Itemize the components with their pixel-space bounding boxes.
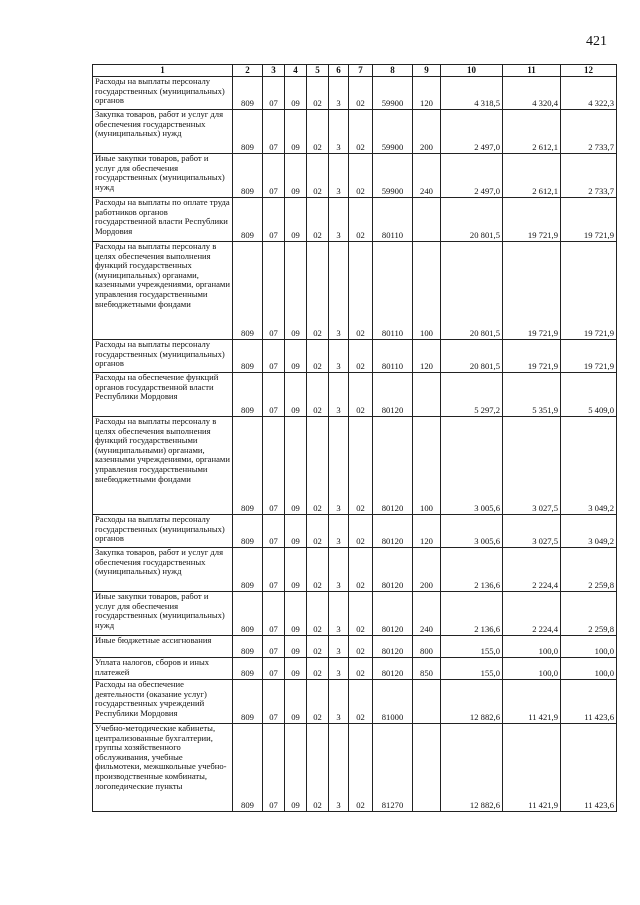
cell-col-2: 809 bbox=[233, 658, 263, 680]
cell-col-2: 809 bbox=[233, 198, 263, 242]
cell-col-4: 09 bbox=[285, 242, 307, 340]
cell-col-12: 3 049,2 bbox=[561, 515, 617, 548]
cell-col-4: 09 bbox=[285, 154, 307, 198]
cell-col-3: 07 bbox=[263, 636, 285, 658]
cell-col-12: 100,0 bbox=[561, 636, 617, 658]
cell-col-10: 4 318,5 bbox=[441, 77, 503, 110]
column-header-5: 5 bbox=[307, 65, 329, 77]
cell-col-12: 2 259,8 bbox=[561, 548, 617, 592]
cell-col-5: 02 bbox=[307, 636, 329, 658]
cell-col-11: 2 224,4 bbox=[503, 592, 561, 636]
cell-col-6: 3 bbox=[329, 77, 349, 110]
cell-col-5: 02 bbox=[307, 592, 329, 636]
cell-col-9 bbox=[413, 680, 441, 724]
cell-col-2: 809 bbox=[233, 373, 263, 417]
cell-col-5: 02 bbox=[307, 340, 329, 373]
cell-col-2: 809 bbox=[233, 680, 263, 724]
cell-col-11: 2 224,4 bbox=[503, 548, 561, 592]
cell-col-9: 800 bbox=[413, 636, 441, 658]
cell-col-10: 12 882,6 bbox=[441, 724, 503, 812]
column-header-2: 2 bbox=[233, 65, 263, 77]
cell-col-3: 07 bbox=[263, 110, 285, 154]
cell-col-3: 07 bbox=[263, 373, 285, 417]
row-name-cell: Закупка товаров, работ и услуг для обеспечения государственных (муниципальных) нужд bbox=[93, 548, 233, 592]
cell-col-6: 3 bbox=[329, 242, 349, 340]
cell-col-5: 02 bbox=[307, 154, 329, 198]
cell-col-10: 2 136,6 bbox=[441, 592, 503, 636]
row-name-cell: Иные закупки товаров, работ и услуг для обеспечения государственных (муниципальных) нужд bbox=[93, 154, 233, 198]
cell-col-4: 09 bbox=[285, 110, 307, 154]
cell-col-2: 809 bbox=[233, 242, 263, 340]
table-row bbox=[93, 658, 617, 680]
cell-col-8: 80110 bbox=[373, 198, 413, 242]
cell-col-2: 809 bbox=[233, 77, 263, 110]
cell-col-11: 2 612,1 bbox=[503, 110, 561, 154]
cell-col-4: 09 bbox=[285, 340, 307, 373]
cell-col-4: 09 bbox=[285, 636, 307, 658]
table-row bbox=[93, 340, 617, 373]
column-header-1: 1 bbox=[93, 65, 233, 77]
cell-col-12: 11 423,6 bbox=[561, 724, 617, 812]
cell-col-8: 80120 bbox=[373, 417, 413, 515]
cell-col-11: 5 351,9 bbox=[503, 373, 561, 417]
column-header-6: 6 bbox=[329, 65, 349, 77]
cell-col-5: 02 bbox=[307, 198, 329, 242]
cell-col-5: 02 bbox=[307, 724, 329, 812]
cell-col-7: 02 bbox=[349, 636, 373, 658]
cell-col-4: 09 bbox=[285, 548, 307, 592]
table-row bbox=[93, 417, 617, 515]
cell-col-8: 80120 bbox=[373, 592, 413, 636]
cell-col-7: 02 bbox=[349, 548, 373, 592]
cell-col-3: 07 bbox=[263, 77, 285, 110]
cell-col-9 bbox=[413, 724, 441, 812]
cell-col-4: 09 bbox=[285, 592, 307, 636]
cell-col-10: 20 801,5 bbox=[441, 340, 503, 373]
cell-col-10: 2 497,0 bbox=[441, 154, 503, 198]
cell-col-8: 81000 bbox=[373, 680, 413, 724]
cell-col-6: 3 bbox=[329, 636, 349, 658]
cell-col-12: 19 721,9 bbox=[561, 198, 617, 242]
table-row bbox=[93, 242, 617, 340]
table-row bbox=[93, 592, 617, 636]
cell-col-2: 809 bbox=[233, 592, 263, 636]
cell-col-7: 02 bbox=[349, 198, 373, 242]
cell-col-8: 59900 bbox=[373, 154, 413, 198]
row-name-cell: Расходы на выплаты персоналу государственных (муниципальных) органов bbox=[93, 340, 233, 373]
cell-col-10: 20 801,5 bbox=[441, 198, 503, 242]
cell-col-9: 120 bbox=[413, 515, 441, 548]
cell-col-8: 59900 bbox=[373, 110, 413, 154]
cell-col-12: 5 409,0 bbox=[561, 373, 617, 417]
column-header-3: 3 bbox=[263, 65, 285, 77]
cell-col-4: 09 bbox=[285, 515, 307, 548]
cell-col-10: 3 005,6 bbox=[441, 417, 503, 515]
cell-col-11: 11 421,9 bbox=[503, 680, 561, 724]
table-row bbox=[93, 515, 617, 548]
cell-col-8: 80120 bbox=[373, 373, 413, 417]
table-row bbox=[93, 77, 617, 110]
cell-col-5: 02 bbox=[307, 110, 329, 154]
cell-col-3: 07 bbox=[263, 340, 285, 373]
cell-col-6: 3 bbox=[329, 110, 349, 154]
cell-col-10: 2 497,0 bbox=[441, 110, 503, 154]
cell-col-6: 3 bbox=[329, 592, 349, 636]
cell-col-7: 02 bbox=[349, 515, 373, 548]
cell-col-7: 02 bbox=[349, 724, 373, 812]
cell-col-6: 3 bbox=[329, 548, 349, 592]
cell-col-5: 02 bbox=[307, 658, 329, 680]
cell-col-12: 2 259,8 bbox=[561, 592, 617, 636]
cell-col-6: 3 bbox=[329, 724, 349, 812]
cell-col-9: 100 bbox=[413, 242, 441, 340]
cell-col-12: 100,0 bbox=[561, 658, 617, 680]
cell-col-8: 80120 bbox=[373, 515, 413, 548]
cell-col-12: 4 322,3 bbox=[561, 77, 617, 110]
cell-col-5: 02 bbox=[307, 680, 329, 724]
cell-col-12: 19 721,9 bbox=[561, 340, 617, 373]
cell-col-7: 02 bbox=[349, 373, 373, 417]
cell-col-4: 09 bbox=[285, 417, 307, 515]
cell-col-2: 809 bbox=[233, 636, 263, 658]
cell-col-12: 19 721,9 bbox=[561, 242, 617, 340]
cell-col-9: 120 bbox=[413, 340, 441, 373]
table-row bbox=[93, 373, 617, 417]
cell-col-3: 07 bbox=[263, 658, 285, 680]
cell-col-2: 809 bbox=[233, 515, 263, 548]
cell-col-6: 3 bbox=[329, 658, 349, 680]
cell-col-5: 02 bbox=[307, 548, 329, 592]
table-body bbox=[93, 77, 617, 812]
row-name-cell: Расходы на выплаты персоналу в целях обеспечения выполнения функций государственными (муниципальными) органами, казенными учреждениями, органами управления государственными внебюджетными фондами bbox=[93, 417, 233, 515]
cell-col-10: 3 005,6 bbox=[441, 515, 503, 548]
cell-col-2: 809 bbox=[233, 110, 263, 154]
cell-col-2: 809 bbox=[233, 340, 263, 373]
cell-col-9: 850 bbox=[413, 658, 441, 680]
cell-col-9 bbox=[413, 373, 441, 417]
cell-col-7: 02 bbox=[349, 110, 373, 154]
column-header-12: 12 bbox=[561, 65, 617, 77]
cell-col-4: 09 bbox=[285, 724, 307, 812]
cell-col-9: 200 bbox=[413, 110, 441, 154]
cell-col-5: 02 bbox=[307, 373, 329, 417]
table-header-row bbox=[93, 65, 617, 77]
table-row bbox=[93, 198, 617, 242]
cell-col-4: 09 bbox=[285, 680, 307, 724]
cell-col-4: 09 bbox=[285, 77, 307, 110]
cell-col-9: 240 bbox=[413, 154, 441, 198]
column-header-8: 8 bbox=[373, 65, 413, 77]
cell-col-11: 19 721,9 bbox=[503, 242, 561, 340]
cell-col-8: 81270 bbox=[373, 724, 413, 812]
cell-col-2: 809 bbox=[233, 548, 263, 592]
cell-col-5: 02 bbox=[307, 417, 329, 515]
cell-col-7: 02 bbox=[349, 154, 373, 198]
row-name-cell: Иные закупки товаров, работ и услуг для обеспечения государственных (муниципальных) нужд bbox=[93, 592, 233, 636]
table-row bbox=[93, 724, 617, 812]
cell-col-8: 80110 bbox=[373, 340, 413, 373]
cell-col-3: 07 bbox=[263, 242, 285, 340]
row-name-cell: Расходы на обеспечение функций органов государственной власти Республики Мордовия bbox=[93, 373, 233, 417]
cell-col-5: 02 bbox=[307, 515, 329, 548]
cell-col-11: 19 721,9 bbox=[503, 340, 561, 373]
cell-col-11: 3 027,5 bbox=[503, 515, 561, 548]
row-name-cell: Уплата налогов, сборов и иных платежей bbox=[93, 658, 233, 680]
cell-col-11: 3 027,5 bbox=[503, 417, 561, 515]
cell-col-6: 3 bbox=[329, 515, 349, 548]
cell-col-8: 59900 bbox=[373, 77, 413, 110]
cell-col-11: 100,0 bbox=[503, 636, 561, 658]
cell-col-3: 07 bbox=[263, 154, 285, 198]
column-header-9: 9 bbox=[413, 65, 441, 77]
table-row bbox=[93, 548, 617, 592]
cell-col-3: 07 bbox=[263, 592, 285, 636]
row-name-cell: Расходы на выплаты по оплате труда работников органов государственной власти Республики Мордовия bbox=[93, 198, 233, 242]
row-name-cell: Расходы на выплаты персоналу в целях обеспечения выполнения функций государственных (муниципальных) органами, казенными учреждениями, органами управления государственными внебюджетными фондами bbox=[93, 242, 233, 340]
cell-col-3: 07 bbox=[263, 515, 285, 548]
cell-col-7: 02 bbox=[349, 417, 373, 515]
cell-col-11: 100,0 bbox=[503, 658, 561, 680]
cell-col-6: 3 bbox=[329, 154, 349, 198]
cell-col-11: 11 421,9 bbox=[503, 724, 561, 812]
cell-col-11: 19 721,9 bbox=[503, 198, 561, 242]
cell-col-12: 11 423,6 bbox=[561, 680, 617, 724]
cell-col-4: 09 bbox=[285, 658, 307, 680]
cell-col-12: 2 733,7 bbox=[561, 154, 617, 198]
cell-col-10: 155,0 bbox=[441, 658, 503, 680]
cell-col-8: 80120 bbox=[373, 548, 413, 592]
cell-col-10: 2 136,6 bbox=[441, 548, 503, 592]
table-row bbox=[93, 680, 617, 724]
cell-col-6: 3 bbox=[329, 340, 349, 373]
cell-col-8: 80120 bbox=[373, 636, 413, 658]
cell-col-9: 200 bbox=[413, 548, 441, 592]
row-name-cell: Иные бюджетные ассигнования bbox=[93, 636, 233, 658]
cell-col-4: 09 bbox=[285, 373, 307, 417]
page-number: 421 bbox=[586, 34, 607, 49]
table-row bbox=[93, 110, 617, 154]
cell-col-10: 12 882,6 bbox=[441, 680, 503, 724]
cell-col-9: 240 bbox=[413, 592, 441, 636]
row-name-cell: Расходы на выплаты персоналу государственных (муниципальных) органов bbox=[93, 515, 233, 548]
cell-col-6: 3 bbox=[329, 680, 349, 724]
cell-col-7: 02 bbox=[349, 77, 373, 110]
row-name-cell: Расходы на обеспечение деятельности (оказание услуг) государственных учреждений Республики Мордовия bbox=[93, 680, 233, 724]
column-header-10: 10 bbox=[441, 65, 503, 77]
cell-col-7: 02 bbox=[349, 592, 373, 636]
column-header-4: 4 bbox=[285, 65, 307, 77]
cell-col-6: 3 bbox=[329, 417, 349, 515]
cell-col-12: 2 733,7 bbox=[561, 110, 617, 154]
cell-col-6: 3 bbox=[329, 373, 349, 417]
cell-col-9 bbox=[413, 198, 441, 242]
cell-col-7: 02 bbox=[349, 242, 373, 340]
cell-col-11: 2 612,1 bbox=[503, 154, 561, 198]
cell-col-3: 07 bbox=[263, 724, 285, 812]
cell-col-9: 100 bbox=[413, 417, 441, 515]
cell-col-3: 07 bbox=[263, 198, 285, 242]
cell-col-12: 3 049,2 bbox=[561, 417, 617, 515]
cell-col-8: 80120 bbox=[373, 658, 413, 680]
cell-col-7: 02 bbox=[349, 340, 373, 373]
cell-col-8: 80110 bbox=[373, 242, 413, 340]
cell-col-10: 5 297,2 bbox=[441, 373, 503, 417]
cell-col-10: 20 801,5 bbox=[441, 242, 503, 340]
column-header-7: 7 bbox=[349, 65, 373, 77]
table-row bbox=[93, 636, 617, 658]
cell-col-2: 809 bbox=[233, 154, 263, 198]
cell-col-10: 155,0 bbox=[441, 636, 503, 658]
row-name-cell: Закупка товаров, работ и услуг для обеспечения государственных (муниципальных) нужд bbox=[93, 110, 233, 154]
cell-col-3: 07 bbox=[263, 680, 285, 724]
row-name-cell: Расходы на выплаты персоналу государственных (муниципальных) органов bbox=[93, 77, 233, 110]
cell-col-7: 02 bbox=[349, 680, 373, 724]
cell-col-3: 07 bbox=[263, 548, 285, 592]
column-header-11: 11 bbox=[503, 65, 561, 77]
cell-col-6: 3 bbox=[329, 198, 349, 242]
cell-col-5: 02 bbox=[307, 77, 329, 110]
row-name-cell: Учебно-методические кабинеты, централизованные бухгалтерии, группы хозяйственного обслуживания, учебные фильмотеки, межшкольные учебно-производственные комбинаты, логопедические пункты bbox=[93, 724, 233, 812]
cell-col-11: 4 320,4 bbox=[503, 77, 561, 110]
cell-col-3: 07 bbox=[263, 417, 285, 515]
cell-col-2: 809 bbox=[233, 417, 263, 515]
cell-col-9: 120 bbox=[413, 77, 441, 110]
cell-col-7: 02 bbox=[349, 658, 373, 680]
budget-table bbox=[92, 64, 617, 812]
cell-col-2: 809 bbox=[233, 724, 263, 812]
table-row bbox=[93, 154, 617, 198]
cell-col-4: 09 bbox=[285, 198, 307, 242]
cell-col-5: 02 bbox=[307, 242, 329, 340]
